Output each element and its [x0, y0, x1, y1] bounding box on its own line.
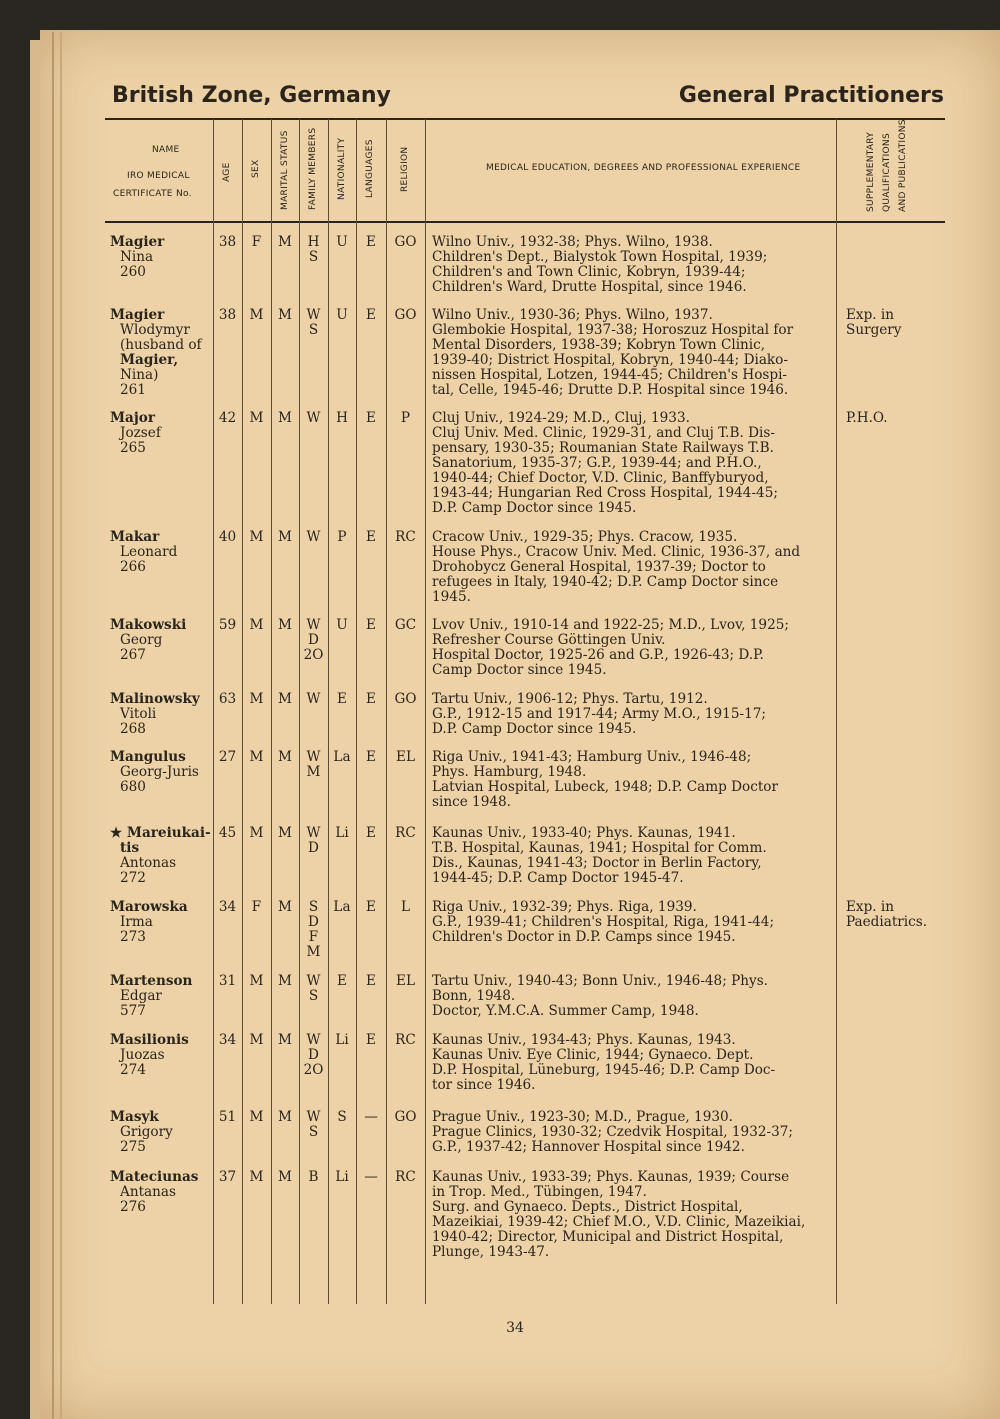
- col-head-supp-2: QUALIFICATIONS: [882, 133, 892, 212]
- age-cell: 27: [218, 749, 237, 765]
- marital-status-cell: M: [278, 307, 292, 323]
- education-line: Sanatorium, 1935-37; G.P., 1939-44; and P.H.O.,: [432, 455, 762, 471]
- col-head-supp-1: SUPPLEMENTARY: [866, 131, 876, 212]
- education-line: Riga Univ., 1941-43; Hamburg Univ., 1946-48;: [432, 749, 752, 765]
- education-line: Phys. Hamburg, 1948.: [432, 764, 587, 780]
- practitioner-name: [110, 308, 202, 398]
- age-cell: 51: [218, 1109, 237, 1125]
- name-line: 577: [120, 1003, 146, 1019]
- name-line: Nina: [120, 249, 154, 265]
- name-line: 273: [120, 929, 146, 945]
- religion-cell: GO: [394, 307, 417, 323]
- family-members-cell: [299, 826, 328, 856]
- name-line: Magier,: [120, 352, 179, 368]
- marital-status-cell: M: [278, 234, 292, 250]
- sex-cell: M: [249, 1169, 264, 1185]
- family-member: W: [306, 973, 321, 989]
- family-members-cell: [299, 411, 328, 426]
- family-member: W: [306, 410, 321, 426]
- family-members-cell: [299, 692, 328, 707]
- column-divider: [356, 119, 357, 1304]
- col-head-name: NAME: [152, 145, 180, 155]
- sex-cell: M: [249, 973, 264, 989]
- languages-cell: E: [366, 617, 376, 633]
- nationality-cell: P: [337, 529, 347, 545]
- education-line: Hospital Doctor, 1925-26 and G.P., 1926-43; D.P.: [432, 647, 764, 663]
- age-cell: 38: [218, 307, 237, 323]
- practitioner-name: [110, 900, 188, 945]
- sex-cell: M: [249, 529, 264, 545]
- religion-cell: EL: [396, 973, 415, 989]
- nationality-cell: La: [333, 899, 351, 915]
- family-member: S: [308, 249, 319, 265]
- education-line: 1943-44; Hungarian Red Cross Hospital, 1944-45;: [432, 485, 778, 501]
- nationality-cell: U: [336, 234, 348, 250]
- religion-cell: EL: [396, 749, 415, 765]
- sex-cell: M: [249, 825, 264, 841]
- col-head-iro: IRO MEDICAL: [127, 171, 190, 181]
- education-line: Glembokie Hospital, 1937-38; Horoszuz Hospital for: [432, 322, 794, 338]
- family-member: M: [306, 764, 321, 780]
- sex-cell: F: [251, 234, 262, 250]
- age-cell: 42: [218, 410, 237, 426]
- column-divider: [242, 119, 243, 1304]
- name-line: tis: [120, 840, 140, 856]
- education-line: Kaunas Univ., 1933-40; Phys. Kaunas, 1941.: [432, 825, 736, 841]
- family-member: B: [308, 1169, 319, 1185]
- practitioner-name: [110, 235, 164, 280]
- marital-status-cell: M: [278, 749, 292, 765]
- nationality-cell: E: [337, 973, 347, 989]
- family-member: D: [308, 632, 319, 648]
- family-member: D: [308, 840, 319, 856]
- education-line: Children's Ward, Drutte Hospital, since 1946.: [432, 279, 747, 295]
- supplementary-cell: [846, 411, 946, 426]
- education-line: D.P. Camp Doctor since 1945.: [432, 500, 637, 516]
- marital-status-cell: M: [278, 691, 292, 707]
- education-line: Tartu Univ., 1940-43; Bonn Univ., 1946-48; Phys.: [432, 973, 768, 989]
- education-line: Cracow Univ., 1929-35; Phys. Cracow, 1935.: [432, 529, 738, 545]
- family-member: 2O: [303, 1062, 324, 1078]
- name-line: Antanas: [120, 1184, 176, 1200]
- age-cell: 31: [218, 973, 237, 989]
- surname: Major: [110, 410, 156, 426]
- languages-cell: E: [366, 307, 376, 323]
- name-line: Georg-Juris: [120, 764, 199, 780]
- education-line: Prague Clinics, 1930-32; Czedvik Hospital, 1932-37;: [432, 1124, 793, 1140]
- family-member: W: [306, 307, 321, 323]
- name-line: Grigory: [120, 1124, 173, 1140]
- supplementary-line: P.H.O.: [846, 410, 888, 426]
- practitioner-name: [110, 1033, 189, 1078]
- nationality-cell: Li: [335, 1032, 349, 1048]
- education-line: 1939-40; District Hospital, Kobryn, 1940-44; Diako-: [432, 352, 788, 368]
- column-divider: [425, 119, 426, 1304]
- column-header-rule: [105, 221, 945, 223]
- education-cell: [432, 308, 827, 398]
- education-line: Camp Doctor since 1945.: [432, 662, 607, 678]
- education-line: 1940-44; Chief Doctor, V.D. Clinic, Banffyburyod,: [432, 470, 769, 486]
- education-line: D.P. Camp Doctor since 1945.: [432, 721, 637, 737]
- education-line: G.P., 1937-42; Hannover Hospital since 1942.: [432, 1139, 745, 1155]
- family-member: D: [308, 1047, 319, 1063]
- languages-cell: E: [366, 749, 376, 765]
- religion-cell: L: [400, 899, 411, 915]
- family-member: W: [306, 691, 321, 707]
- family-members-cell: [299, 1110, 328, 1140]
- name-line: Leonard: [120, 544, 178, 560]
- education-line: Dis., Kaunas, 1941-43; Doctor in Berlin Factory,: [432, 855, 762, 871]
- age-cell: 38: [218, 234, 237, 250]
- col-head-religion: RELIGION: [400, 146, 410, 192]
- education-line: Latvian Hospital, Lubeck, 1948; D.P. Camp Doctor: [432, 779, 778, 795]
- supplementary-line: Surgery: [846, 322, 902, 338]
- family-member: M: [306, 944, 321, 960]
- marital-status-cell: M: [278, 973, 292, 989]
- nationality-cell: U: [336, 617, 348, 633]
- nationality-cell: Li: [335, 1169, 349, 1185]
- family-member: H: [307, 234, 320, 250]
- languages-cell: —: [364, 1169, 378, 1185]
- education-cell: [432, 618, 827, 678]
- age-cell: 45: [218, 825, 237, 841]
- education-line: in Trop. Med., Tübingen, 1947.: [432, 1184, 647, 1200]
- religion-cell: GO: [394, 234, 417, 250]
- family-member: W: [306, 825, 321, 841]
- name-line: 261: [120, 382, 146, 398]
- religion-cell: GC: [394, 617, 417, 633]
- education-line: Doctor, Y.M.C.A. Summer Camp, 1948.: [432, 1003, 699, 1019]
- name-line: 266: [120, 559, 146, 575]
- practitioner-name: [110, 530, 177, 575]
- marital-status-cell: M: [278, 410, 292, 426]
- marital-status-cell: M: [278, 1109, 292, 1125]
- family-member: W: [306, 1109, 321, 1125]
- practitioner-name: [110, 1110, 173, 1155]
- education-cell: [432, 750, 827, 810]
- surname: Makar: [110, 529, 160, 545]
- family-members-cell: [299, 530, 328, 545]
- education-cell: [432, 692, 827, 737]
- age-cell: 63: [218, 691, 237, 707]
- nationality-cell: H: [336, 410, 348, 426]
- sex-cell: M: [249, 1109, 264, 1125]
- religion-cell: RC: [395, 825, 416, 841]
- education-line: Wilno Univ., 1930-36; Phys. Wilno, 1937.: [432, 307, 713, 323]
- education-line: Riga Univ., 1932-39; Phys. Riga, 1939.: [432, 899, 697, 915]
- languages-cell: E: [366, 234, 376, 250]
- education-line: 1940-42; Director, Municipal and District Hospital,: [432, 1229, 784, 1245]
- family-member: S: [308, 899, 319, 915]
- nationality-cell: U: [336, 307, 348, 323]
- col-head-sex: SEX: [251, 159, 261, 178]
- marital-status-cell: M: [278, 1169, 292, 1185]
- education-line: G.P., 1912-15 and 1917-44; Army M.O., 1915-17;: [432, 706, 766, 722]
- marital-status-cell: M: [278, 617, 292, 633]
- age-cell: 59: [218, 617, 237, 633]
- religion-cell: RC: [395, 1032, 416, 1048]
- family-members-cell: [299, 308, 328, 338]
- marital-status-cell: M: [278, 825, 292, 841]
- religion-cell: GO: [394, 1109, 417, 1125]
- sex-cell: M: [249, 617, 264, 633]
- education-cell: [432, 1170, 827, 1260]
- education-cell: [432, 235, 827, 295]
- practitioner-name: [110, 826, 211, 886]
- family-members-cell: [299, 1170, 328, 1185]
- sex-cell: M: [249, 1032, 264, 1048]
- education-line: G.P., 1939-41; Children's Hospital, Riga, 1941-44;: [432, 914, 775, 930]
- education-line: pensary, 1930-35; Roumanian State Railways T.B.: [432, 440, 774, 456]
- education-cell: [432, 411, 827, 516]
- education-line: refugees in Italy, 1940-42; D.P. Camp Doctor since: [432, 574, 779, 590]
- name-line: 276: [120, 1199, 146, 1215]
- col-head-languages: LANGUAGES: [365, 139, 375, 198]
- name-line: Edgar: [120, 988, 162, 1004]
- family-members-cell: [299, 235, 328, 265]
- family-member: W: [306, 617, 321, 633]
- education-line: Cluj Univ., 1924-29; M.D., Cluj, 1933.: [432, 410, 690, 426]
- supplementary-line: Exp. in: [846, 899, 895, 915]
- name-line: 272: [120, 870, 146, 886]
- name-line: Georg: [120, 632, 163, 648]
- age-cell: 37: [218, 1169, 237, 1185]
- column-divider: [213, 119, 214, 1304]
- education-line: T.B. Hospital, Kaunas, 1941; Hospital for Comm.: [432, 840, 767, 856]
- surname: Masyk: [110, 1109, 159, 1125]
- page-number: 34: [506, 1320, 524, 1336]
- sex-cell: F: [251, 899, 262, 915]
- education-line: Refresher Course Göttingen Univ.: [432, 632, 666, 648]
- age-cell: 34: [218, 1032, 237, 1048]
- marital-status-cell: M: [278, 529, 292, 545]
- education-line: Cluj Univ. Med. Clinic, 1929-31, and Cluj T.B. Dis-: [432, 425, 775, 441]
- education-line: Children's Dept., Bialystok Town Hospital, 1939;: [432, 249, 768, 265]
- languages-cell: E: [366, 825, 376, 841]
- education-cell: [432, 1033, 827, 1093]
- practitioner-name: [110, 618, 186, 663]
- practitioner-name: [110, 692, 200, 737]
- education-line: nissen Hospital, Lotzen, 1944-45; Children's Hospi-: [432, 367, 788, 383]
- education-line: 1944-45; D.P. Camp Doctor 1945-47.: [432, 870, 684, 886]
- column-divider: [386, 119, 387, 1304]
- education-cell: [432, 1110, 827, 1155]
- column-divider: [328, 119, 329, 1304]
- col-head-supp-3: AND PUBLICATIONS: [898, 119, 908, 212]
- education-line: Surg. and Gynaeco. Depts., District Hospital,: [432, 1199, 743, 1215]
- religion-cell: P: [400, 410, 411, 426]
- religion-cell: RC: [395, 529, 416, 545]
- name-line: 267: [120, 647, 146, 663]
- col-head-nationality: NATIONALITY: [337, 137, 347, 200]
- nationality-cell: E: [337, 691, 347, 707]
- supplementary-cell: [846, 900, 946, 930]
- education-line: Mental Disorders, 1938-39; Kobryn Town Clinic,: [432, 337, 766, 353]
- education-line: tor since 1946.: [432, 1077, 536, 1093]
- family-members-cell: [299, 618, 328, 663]
- education-cell: [432, 826, 827, 886]
- supplementary-line: Exp. in: [846, 307, 895, 323]
- education-line: Plunge, 1943-47.: [432, 1244, 550, 1260]
- education-line: Kaunas Univ., 1933-39; Phys. Kaunas, 1939; Course: [432, 1169, 790, 1185]
- supplementary-line: Paediatrics.: [846, 914, 928, 930]
- page-edge-line: [60, 32, 62, 1419]
- family-member: W: [306, 529, 321, 545]
- col-head-family: FAMILY MEMBERS: [308, 127, 318, 210]
- page-edge-line: [52, 32, 54, 1419]
- sex-cell: M: [249, 691, 264, 707]
- name-line: Jozsef: [120, 425, 161, 441]
- age-cell: 40: [218, 529, 237, 545]
- education-line: Prague Univ., 1923-30; M.D., Prague, 1930.: [432, 1109, 733, 1125]
- column-divider: [836, 119, 837, 1304]
- practitioner-name: [110, 750, 199, 795]
- col-head-cert: CERTIFICATE No.: [113, 189, 192, 199]
- name-line: 268: [120, 721, 146, 737]
- marital-status-cell: M: [278, 899, 292, 915]
- practitioner-name: [110, 1170, 198, 1215]
- surname: Magier: [110, 234, 165, 250]
- name-line: Antonas: [120, 855, 177, 871]
- sex-cell: M: [249, 410, 264, 426]
- education-cell: [432, 974, 827, 1019]
- header-rule: [105, 118, 945, 120]
- surname: Martenson: [110, 973, 193, 989]
- age-cell: 34: [218, 899, 237, 915]
- family-member: 2O: [303, 647, 324, 663]
- family-members-cell: [299, 900, 328, 960]
- family-members-cell: [299, 974, 328, 1004]
- languages-cell: E: [366, 1032, 376, 1048]
- surname: Malinowsky: [110, 691, 200, 707]
- practitioner-name: [110, 411, 161, 456]
- name-line: Wlodymyr: [120, 322, 190, 338]
- name-line: 265: [120, 440, 146, 456]
- family-member: S: [308, 1124, 319, 1140]
- education-line: Children's Doctor in D.P. Camps since 1945.: [432, 929, 736, 945]
- family-members-cell: [299, 750, 328, 780]
- education-line: Kaunas Univ. Eye Clinic, 1944; Gynaeco. Dept.: [432, 1047, 754, 1063]
- education-line: Children's and Town Clinic, Kobryn, 1939-44;: [432, 264, 746, 280]
- education-line: Lvov Univ., 1910-14 and 1922-25; M.D., Lvov, 1925;: [432, 617, 789, 633]
- languages-cell: E: [366, 529, 376, 545]
- languages-cell: —: [364, 1109, 378, 1125]
- education-line: D.P. Hospital, Lüneburg, 1945-46; D.P. Camp Doc-: [432, 1062, 776, 1078]
- languages-cell: E: [366, 973, 376, 989]
- running-header-left: British Zone, Germany: [112, 83, 391, 108]
- education-cell: [432, 900, 827, 945]
- surname: Mangulus: [110, 749, 186, 765]
- languages-cell: E: [366, 410, 376, 426]
- education-line: 1945.: [432, 589, 471, 605]
- religion-cell: RC: [395, 1169, 416, 1185]
- surname: Makowski: [110, 617, 187, 633]
- family-member: W: [306, 1032, 321, 1048]
- nationality-cell: S: [337, 1109, 347, 1125]
- name-line: Nina): [120, 367, 159, 383]
- family-member: F: [308, 929, 319, 945]
- surname: Magier: [110, 307, 165, 323]
- name-line: 274: [120, 1062, 146, 1078]
- name-line: Juozas: [120, 1047, 165, 1063]
- surname: Mateciunas: [110, 1169, 199, 1185]
- name-line: 275: [120, 1139, 146, 1155]
- marital-status-cell: M: [278, 1032, 292, 1048]
- practitioner-name: [110, 974, 192, 1019]
- nationality-cell: La: [333, 749, 351, 765]
- religion-cell: GO: [394, 691, 417, 707]
- name-line: Vitoli: [120, 706, 157, 722]
- name-line: Irma: [120, 914, 153, 930]
- family-members-cell: [299, 1033, 328, 1078]
- education-line: since 1948.: [432, 794, 511, 810]
- family-member: D: [308, 914, 319, 930]
- nationality-cell: Li: [335, 825, 349, 841]
- surname: ★ Mareiukai-: [110, 825, 211, 841]
- education-line: tal, Celle, 1945-46; Drutte D.P. Hospital since 1946.: [432, 382, 789, 398]
- family-member: W: [306, 749, 321, 765]
- languages-cell: E: [366, 691, 376, 707]
- education-line: Mazeikiai, 1939-42; Chief M.O., V.D. Clinic, Mazeikiai,: [432, 1214, 806, 1230]
- column-divider: [271, 119, 272, 1304]
- name-line: 260: [120, 264, 146, 280]
- languages-cell: E: [366, 899, 376, 915]
- education-line: Bonn, 1948.: [432, 988, 516, 1004]
- name-line: (husband of: [120, 337, 202, 353]
- surname: Marowska: [110, 899, 188, 915]
- family-member: S: [308, 322, 319, 338]
- education-line: Drohobycz General Hospital, 1937-39; Doctor to: [432, 559, 766, 575]
- education-line: Tartu Univ., 1906-12; Phys. Tartu, 1912.: [432, 691, 708, 707]
- education-line: Wilno Univ., 1932-38; Phys. Wilno, 1938.: [432, 234, 713, 250]
- family-member: S: [308, 988, 319, 1004]
- education-cell: [432, 530, 827, 605]
- education-line: Kaunas Univ., 1934-43; Phys. Kaunas, 1943.: [432, 1032, 736, 1048]
- col-head-marital: MARITAL STATUS: [280, 130, 290, 210]
- name-line: 680: [120, 779, 146, 795]
- supplementary-cell: [846, 308, 946, 338]
- sex-cell: M: [249, 307, 264, 323]
- sex-cell: M: [249, 749, 264, 765]
- col-head-education: MEDICAL EDUCATION, DEGREES AND PROFESSIONAL EXPERIENCE: [486, 163, 801, 173]
- education-line: House Phys., Cracow Univ. Med. Clinic, 1936-37, and: [432, 544, 801, 560]
- running-header-right: General Practitioners: [678, 83, 944, 108]
- col-head-age: AGE: [222, 162, 232, 182]
- surname: Masilionis: [110, 1032, 189, 1048]
